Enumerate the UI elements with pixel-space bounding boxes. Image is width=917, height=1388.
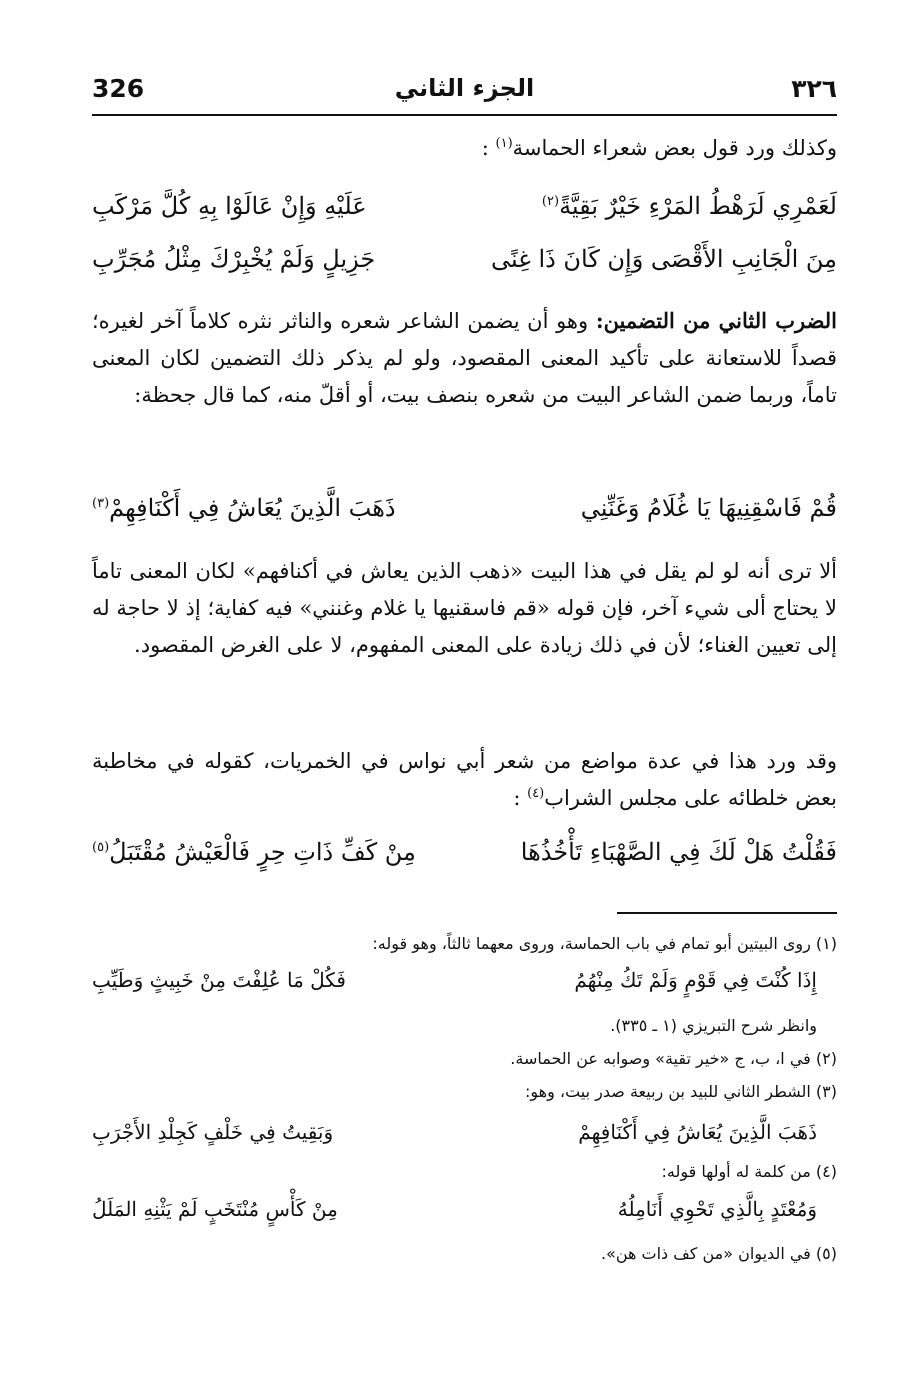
paragraph-tadmin: [92, 302, 837, 414]
verse-1-line-2-second-hemistich: جَزِيلٍ وَلَمْ يُخْبِرْكَ مِثْلُ مُجَرِّبِ: [92, 245, 376, 273]
footnote-4-verse: [92, 1197, 837, 1233]
footnote-4: (٤) من كلمة له أولها قوله:: [661, 1162, 837, 1181]
footnote-separator: [617, 912, 837, 914]
footnote-4-verse-second-hemistich: مِنْ كَأْسٍ مُنْتَخَبٍ لَمْ يَثْنِهِ المَلَلُ: [92, 1197, 338, 1221]
paragraph-abu-nuwas-tail: :: [513, 786, 528, 810]
footnote-3-verse: [92, 1120, 837, 1156]
footnote-ref-2: (٢): [541, 194, 560, 209]
running-title: الجزء الثاني: [394, 74, 535, 102]
footnote-3-verse-second-hemistich: وَبَقِيتُ فِي خَلْفٍ كَجِلْدِ الأَجْرَبِ: [92, 1120, 334, 1144]
verse-2-second-hemistich: ذَهَبَ الَّذِينَ يُعَاشُ فِي أَكْنَافِهِمْ$^{(٣)}$: [92, 494, 396, 522]
verse-1-line-2-first-hemistich: مِنَ الْجَانِبِ الأَقْصَى وَإِن كَانَ ذَا غِنًى: [491, 245, 837, 273]
paragraph-tadmin-text: وهو أن يضمن الشاعر شعره والناثر نثره كلاماً آخر لغيره؛ قصداً للاستعانة على تأكيد المعنى المقصود، ولو لم يذكر ذلك التضمين لكان المعنى تاماً، وربما ضمن الشاعر البيت من شعره بنصف بيت، أو أقلّ منه، كما قال جحظة:: [92, 309, 837, 407]
footnote-ref-3: (٣): [92, 496, 110, 511]
footnote-ref-5: (٥): [92, 840, 110, 855]
footnote-3: (٣) الشطر الثاني للبيد بن ربيعة صدر بيت، وهو:: [525, 1082, 837, 1101]
verse-1-line-1-first-hemistich: لَعَمْرِي لَرَهْطُ المَرْءِ خَيْرٌ بَقِيَّةً$^{(٢)}$: [541, 192, 837, 220]
verse-2: [92, 494, 837, 538]
footnote-5: (٥) في الديوان «من كف ذات هن».: [600, 1244, 837, 1263]
verse-2-first-hemistich: قُمْ فَاسْقِنِيهَا يَا غُلَامُ وَغَنِّنِي: [580, 494, 837, 522]
section-lead: الضرب الثاني من التضمين:: [595, 308, 838, 333]
footnote-3-verse-first-hemistich: ذَهَبَ الَّذِينَ يُعَاشُ فِي أَكْنَافِهِمْ: [578, 1120, 817, 1144]
paragraph-explanation: [92, 553, 837, 664]
footnote-1-verse-second-hemistich: فَكُلْ مَا عُلِفْتَ مِنْ خَبِيثٍ وَطَيِّبِ: [92, 968, 346, 992]
verse-1-line-1: [92, 192, 837, 236]
paragraph-abu-nuwas: [92, 743, 837, 817]
paragraph-explanation-text: ألا ترى أنه لو لم يقل في هذا البيت «ذهب الذين يعاش في أكنافهم» لكان المعنى تاماً لا يحتاج ألى شيء آخر، فإن قوله «قم فاسقنيها يا غلام وغنني» فيه كفاية؛ إذ لا حاجة له إلى تعيين الغناء؛ لأن في ذلك زيادة على المعنى المفهوم، لا على الغرض المقصود.: [92, 559, 837, 657]
footnote-ref-4: (٤): [527, 786, 545, 801]
footnote-2: (٢) في ا، ب، ج «خير تقية» وصوابه عن الحماسة.: [510, 1049, 837, 1068]
footnote-1: (١) روى البيتين أبو تمام في باب الحماسة، وروى معهما ثالثاً، وهو قوله:: [372, 934, 837, 953]
verse-3-first-hemistich: فَقُلْتُ هَلْ لَكَ فِي الصَّهْبَاءِ تَأْخُذُهَا: [520, 838, 837, 866]
footnote-ref-1: (١): [495, 136, 513, 151]
intro-line: [92, 130, 837, 167]
page-header: [92, 72, 837, 116]
verse-3: [92, 838, 837, 882]
footnote-4-verse-first-hemistich: وَمُعْتَدٍ بِالَّذِي تَحْوِي أَنَامِلُهُ: [617, 1197, 817, 1221]
verse-3-second-hemistich: مِنْ كَفِّ ذَاتِ حِرٍ فَالْعَيْشُ مُقْتَبَلُ$^{(٥)}$: [92, 838, 416, 866]
footnote-1-verse-first-hemistich: إِذَا كُنْتَ فِي قَوْمٍ وَلَمْ تَكُ مِنْهُمُ: [574, 968, 817, 992]
verse-1-line-2: [92, 245, 837, 289]
intro-tail: :: [481, 136, 496, 160]
footnote-1-verse: [92, 968, 837, 1004]
footnote-1-reference: وانظر شرح التبريزي (١ ـ ٣٣٥).: [610, 1016, 817, 1035]
intro-text: وكذلك ورد قول بعض شعراء الحماسة: [512, 136, 837, 160]
page-number-arabic: ٣٢٦: [791, 74, 837, 103]
paragraph-abu-nuwas-text: وقد ورد هذا في عدة مواضع من شعر أبي نواس في الخمريات، كقوله في مخاطبة بعض خلطائه على مجلس الشراب: [92, 749, 837, 810]
verse-1-line-1-second-hemistich: عَلَيْهِ وَإِنْ عَالَوْا بِهِ كُلَّ مَرْكَبِ: [92, 192, 367, 220]
page-number-latin: 326: [92, 74, 145, 103]
